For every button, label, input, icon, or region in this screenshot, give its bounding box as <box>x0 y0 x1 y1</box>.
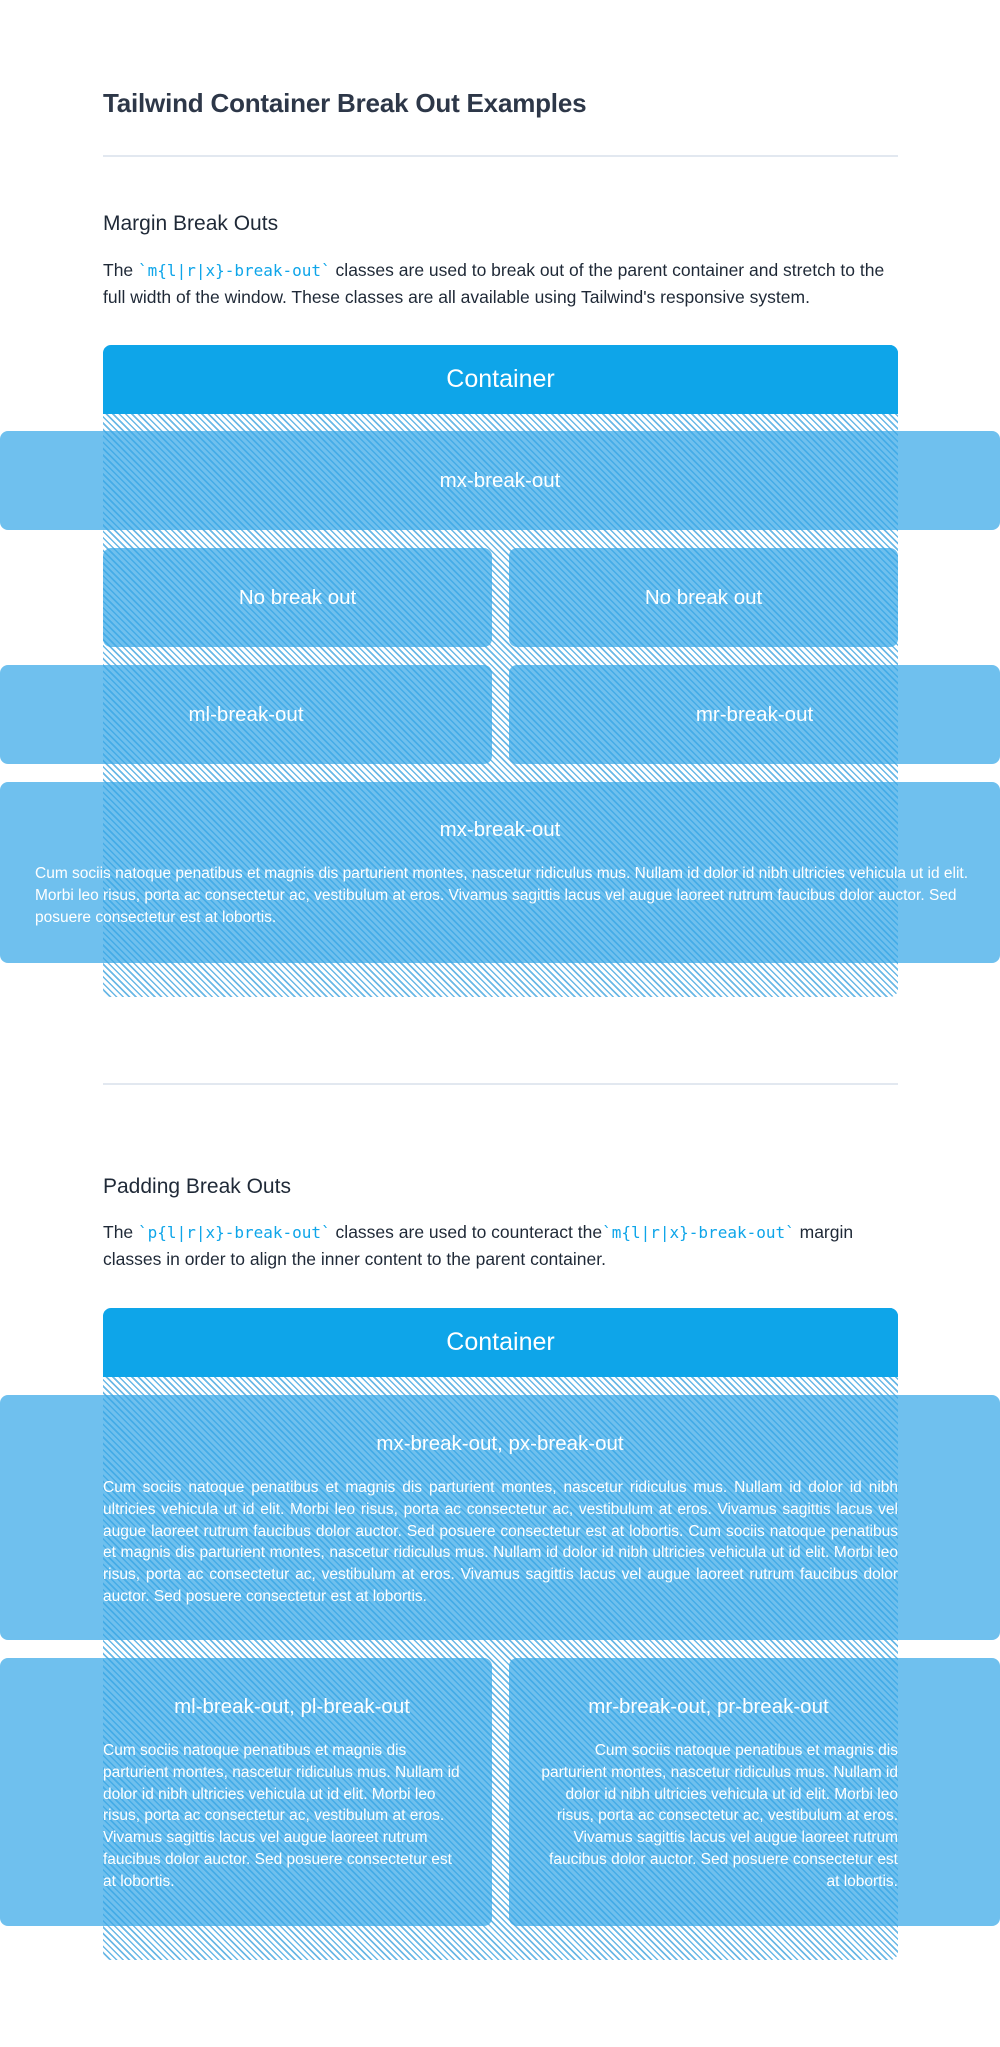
box-paragraph: Cum sociis natoque penatibus et magnis dis parturient montes, nascetur ridiculus mus. Nullam id dolor id nibh ultricies vehicula ut id elit. Morbi leo risus, porta ac consectetur ac, vestibulum at eros. Vivamus sagittis lacus vel augue laoreet rutrum faucibus dolor auctor. Sed posuere consectetur est at lobortis. Cum sociis natoque penatibus et magnis dis parturient montes, nascetur ridiculus mus. Nullam id dolor id nibh ultricies vehicula ut id elit. Morbi leo risus, porta ac consectetur ac, vestibulum at eros. Vivamus sagittis lacus vel augue laoreet rutrum faucibus dolor auctor. Sed posuere consectetur est at lobortis. <box>103 1479 898 1605</box>
box-label: ml-break-out, pl-break-out <box>174 1695 410 1718</box>
box-label: mr-break-out, pr-break-out <box>588 1695 829 1718</box>
padding-section-title: Padding Break Outs <box>103 1175 291 1198</box>
divider <box>103 1083 898 1085</box>
box-label: No break out <box>644 585 763 609</box>
code-snippet: `m{l|r|x}-break-out` <box>138 261 331 280</box>
container-header: Container <box>103 345 898 414</box>
box-label: mx-break-out, px-break-out <box>376 1432 624 1455</box>
box-paragraph: Cum sociis natoque penatibus et magnis dis parturient montes, nascetur ridiculus mus. Nullam id dolor id nibh ultricies vehicula ut id elit. Morbi leo risus, porta ac consectetur ac, vestibulum at eros. Vivamus sagittis lacus vel augue laoreet rutrum faucibus dolor auctor. Sed posuere consectetur est at lobortis. <box>35 865 969 926</box>
mr-pr-break-out-box <box>509 1658 1000 1926</box>
box-label: mx-break-out <box>439 818 561 841</box>
no-break-out-box-left <box>103 548 492 647</box>
mx-break-out-text-box <box>0 782 1000 963</box>
code-snippet: `m{l|r|x}-break-out` <box>602 1223 795 1242</box>
mx-px-break-out-box <box>0 1395 1000 1640</box>
padding-section-description: The `p{l|r|x}-break-out` classes are used to counteract the`m{l|r|x}-break-out` margin classes in order to align the inner content to the parent container. <box>103 1222 854 1269</box>
margin-section-title: Margin Break Outs <box>103 212 279 235</box>
ml-break-out-box <box>0 665 492 764</box>
box-paragraph: Cum sociis natoque penatibus et magnis dis parturient montes, nascetur ridiculus mus. Nullam id dolor id nibh ultricies vehicula ut id elit. Morbi leo risus, porta ac consectetur ac, vestibulum at eros. Vivamus sagittis lacus vel augue laoreet rutrum faucibus dolor auctor. Sed posuere consectetur est at lobortis. <box>541 1742 898 1890</box>
divider <box>103 155 898 157</box>
code-snippet: `p{l|r|x}-break-out` <box>138 1223 331 1242</box>
box-paragraph: Cum sociis natoque penatibus et magnis dis parturient montes, nascetur ridiculus mus. Nullam id dolor id nibh ultricies vehicula ut id elit. Morbi leo risus, porta ac consectetur ac, vestibulum at eros. Vivamus sagittis lacus vel augue laoreet rutrum faucibus dolor auctor. Sed posuere consectetur est at lobortis. <box>103 1742 460 1890</box>
page-title: Tailwind Container Break Out Examples <box>103 88 587 118</box>
box-label: mx-break-out <box>439 468 561 492</box>
box-label: mr-break-out <box>695 702 814 726</box>
margin-section-description: The `m{l|r|x}-break-out` classes are used to break out of the parent container and stretch to the full width of the window. These classes are all available using Tailwind's responsive system. <box>103 260 885 307</box>
container-header: Container <box>103 1308 898 1377</box>
box-label: ml-break-out <box>188 702 304 726</box>
ml-pl-break-out-box <box>0 1658 492 1926</box>
mr-break-out-box <box>509 665 1000 764</box>
box-label: No break out <box>238 585 357 609</box>
no-break-out-box-right <box>509 548 898 647</box>
mx-break-out-box <box>0 431 1000 530</box>
